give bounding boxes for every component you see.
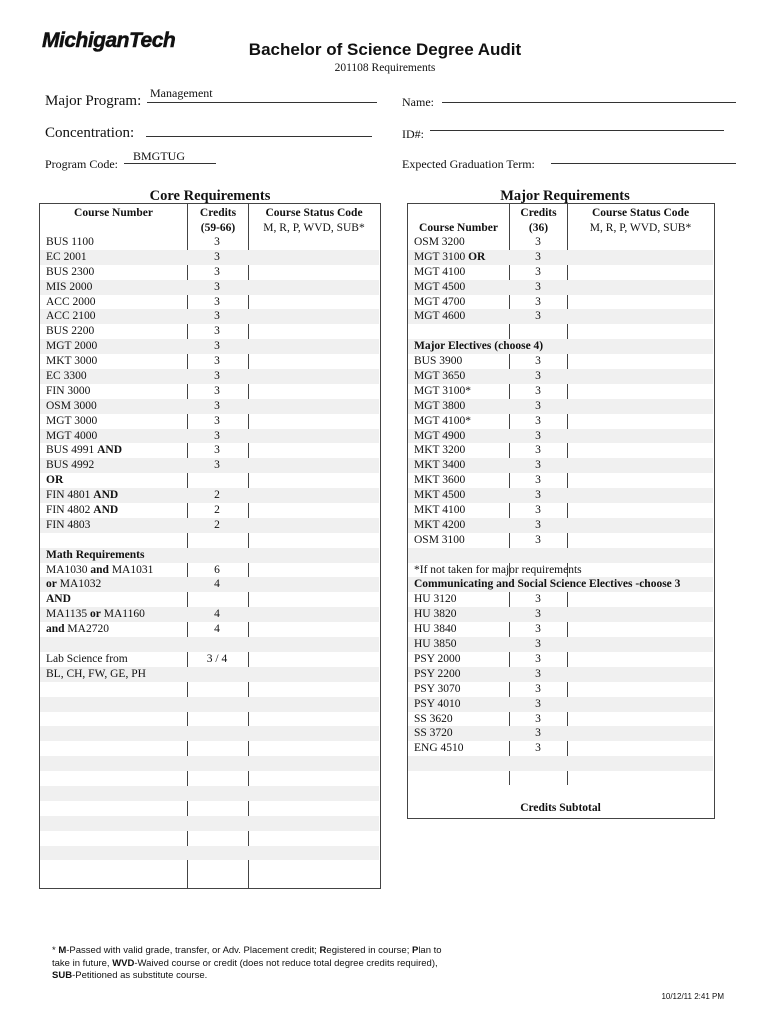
table-row [408,339,713,354]
course-number: EC 2001 [46,250,87,263]
course-number: HU 3840 [414,623,457,636]
course-number: OR [46,474,64,487]
major-col-course: Course Number [419,222,498,234]
course-number: SS 3620 [414,712,453,725]
credits-subtotal-label: Credits Subtotal [520,802,601,814]
table-row [408,548,713,563]
major-col-credits-sub: (36) [528,222,549,234]
table-row [408,771,713,786]
program-code-field[interactable] [124,163,216,164]
credits-value: 2 [214,504,220,517]
course-number: MGT 3100 OR [414,250,486,263]
table-row [408,443,713,458]
page-title: Bachelor of Science Degree Audit [248,40,522,59]
table-row [408,324,713,339]
course-number: MGT 4700 [414,295,466,308]
table-row [408,592,713,607]
name-label: Name: [402,95,434,109]
credits-value: 3 [535,444,541,457]
table-row [40,667,379,682]
credits-value: 3 [214,414,220,427]
core-col-status: Course Status Code [265,207,363,219]
course-number: BUS 2300 [46,265,95,278]
table-row [40,712,379,727]
table-row [408,637,713,652]
credits-value: 3 [214,429,220,442]
major-program-label: Major Program: [45,93,142,109]
course-number: MA1135 or MA1160 [46,608,145,621]
credits-value: 3 [214,250,220,263]
table-row [40,339,379,354]
table-row [40,324,379,339]
credits-value: 3 [535,414,541,427]
credits-value: 3 [535,489,541,502]
table-row [40,518,379,533]
credits-value: 3 [535,638,541,651]
print-timestamp: 10/12/11 2:41 PM [661,992,724,1001]
credits-value: 3 [535,250,541,263]
course-number: ENG 4510 [414,742,464,755]
course-number: MKT 4200 [414,518,466,531]
table-row [40,816,379,831]
course-number: BL, CH, FW, GE, PH [46,667,146,680]
credits-value: 3 [535,474,541,487]
course-number: PSY 4010 [414,697,461,710]
course-number: MIS 2000 [46,280,93,293]
credits-value: 3 [535,280,541,293]
course-number: MGT 2000 [46,340,98,353]
program-code-label: Program Code: [45,157,118,171]
credits-value: 3 [535,608,541,621]
credits-value: 3 [214,444,220,457]
table-row [40,399,379,414]
table-row [40,622,379,637]
credits-value: 3 [214,325,220,338]
table-row [40,280,379,295]
course-number: PSY 2200 [414,667,461,680]
status-code-footnote: * M-Passed with valid grade, transfer, or Adv. Placement credit; Registered in course; Plan to take in future, WVD-Waived course or credit (does not reduce total degree credits required), SUB-Petitioned as substitute course. [52,945,442,981]
core-col-credits: Credits [199,207,237,219]
credits-value: 3 [535,236,541,248]
major-rows [408,235,713,786]
table-row [40,756,379,771]
credits-value: 3 [535,652,541,665]
credits-value: 3 [535,310,541,323]
table-row [40,592,379,607]
credits-value: 3 [535,727,541,740]
table-row [40,369,379,384]
course-number: OSM 3200 [414,236,465,248]
table-row [40,473,379,488]
credits-value: 3 [535,370,541,383]
course-number: MGT 4600 [414,310,466,323]
table-row [408,503,713,518]
course-number: EC 3300 [46,370,87,383]
table-row [40,503,379,518]
credits-value: 3 [535,459,541,472]
table-row [408,712,713,727]
table-row [408,667,713,682]
major-requirements-title: Major Requirements [500,188,630,204]
credits-value: 3 [535,697,541,710]
core-col-course: Course Number [74,207,153,219]
table-row [408,518,713,533]
table-row [408,473,713,488]
table-row [40,741,379,756]
course-number: ACC 2100 [46,310,96,323]
credits-value: 4 [214,578,220,591]
michigan-tech-logo: MichiganTech [42,29,176,52]
course-number: PSY 2000 [414,652,461,665]
table-row [40,801,379,816]
course-number: MGT 4100* [414,414,471,427]
course-number: or MA1032 [46,578,102,591]
table-row [408,309,713,324]
table-row [40,443,379,458]
table-row [408,235,713,250]
page-subtitle: 201108 Requirements [334,62,436,74]
table-row [40,577,379,592]
credits-value: 3 [535,429,541,442]
course-number: MKT 4500 [414,489,466,502]
id-label: ID#: [402,127,424,141]
table-row [408,414,713,429]
table-row [40,414,379,429]
credits-value: 3 [214,459,220,472]
credits-value: 3 [214,236,220,248]
course-number: FIN 4803 [46,518,91,531]
core-rows [40,235,379,875]
credits-value: 2 [214,518,220,531]
course-number: MGT 3800 [414,399,466,412]
course-number: ACC 2000 [46,295,96,308]
credits-value: 3 [535,295,541,308]
table-row [408,429,713,444]
credits-value: 3 [214,310,220,323]
table-row [408,488,713,503]
course-number: AND [46,593,71,606]
course-number: MKT 3200 [414,444,466,457]
table-row [408,682,713,697]
course-number: BUS 1100 [46,236,94,248]
credits-value: 2 [214,489,220,502]
table-row [40,771,379,786]
table-row [408,607,713,622]
course-number: MGT 3000 [46,414,98,427]
table-row [408,756,713,771]
grad-term-field[interactable] [551,163,736,164]
course-number: MKT 3000 [46,355,98,368]
program-code-value: BMGTUG [133,149,186,163]
course-number: MGT 4100 [414,265,466,278]
course-number: MGT 4500 [414,280,466,293]
table-row [408,622,713,637]
table-row [40,488,379,503]
concentration-label: Concentration: [45,125,135,141]
table-row [40,860,379,875]
credits-value: 3 [535,265,541,278]
credits-value: 3 [535,384,541,397]
table-row [40,682,379,697]
table-row [408,741,713,756]
table-row [40,458,379,473]
course-number: MKT 3600 [414,474,466,487]
course-number: Communicating and Social Science Electives -choose 3 [414,578,681,591]
table-row [40,846,379,861]
course-number: MKT 4100 [414,504,466,517]
course-number: FIN 3000 [46,384,91,397]
credits-value: 3 [535,593,541,606]
major-col-status-sub: M, R, P, WVD, SUB* [589,222,692,234]
table-row [40,637,379,652]
core-requirements-title: Core Requirements [149,188,271,204]
credits-value: 3 [214,295,220,308]
credits-value: 6 [214,563,220,576]
table-row [408,354,713,369]
credits-value: 3 [214,399,220,412]
credits-value: 3 / 4 [206,652,228,665]
table-row [408,384,713,399]
table-row [408,399,713,414]
table-row [40,726,379,741]
table-row [408,458,713,473]
table-row [40,652,379,667]
table-row [40,831,379,846]
table-row [408,652,713,667]
core-col-status-sub: M, R, P, WVD, SUB* [263,222,365,234]
core-col-credits-sub: (59-66) [200,222,236,234]
major-program-field[interactable] [147,102,377,103]
credits-value: 3 [535,533,541,546]
course-number: MKT 3400 [414,459,466,472]
course-number: BUS 4991 AND [46,444,123,457]
course-number: MGT 3650 [414,370,466,383]
table-row [408,280,713,295]
table-row [408,295,713,310]
course-number: *If not taken for major requirements [414,563,582,576]
course-number: MGT 4000 [46,429,98,442]
table-row [40,563,379,578]
course-number: HU 3120 [414,593,457,606]
name-field[interactable] [442,102,736,103]
table-row [40,697,379,712]
credits-value: 3 [535,742,541,755]
credits-value: 3 [214,370,220,383]
course-number: PSY 3070 [414,682,461,695]
major-program-value: Management [150,86,213,100]
course-number: Math Requirements [46,548,145,561]
course-number: FIN 4802 AND [46,504,119,517]
credits-value: 3 [535,355,541,368]
grad-term-label: Expected Graduation Term: [402,157,535,171]
course-number: OSM 3000 [46,399,97,412]
course-number: HU 3820 [414,608,457,621]
course-number: MA1030 and MA1031 [46,563,154,576]
credits-value: 4 [214,623,220,636]
table-row [408,265,713,280]
credits-value: 3 [535,518,541,531]
course-number: and MA2720 [46,623,109,636]
table-row [40,265,379,280]
table-row [40,235,379,250]
table-row [40,786,379,801]
course-number: HU 3850 [414,638,457,651]
course-number: OSM 3100 [414,533,465,546]
course-number: MGT 3100* [414,384,471,397]
table-row [40,295,379,310]
credits-value: 3 [535,682,541,695]
course-number: MGT 4900 [414,429,466,442]
id-field[interactable] [430,130,724,131]
course-number: BUS 3900 [414,355,463,368]
course-number: Major Electives (choose 4) [414,340,544,353]
course-number: Lab Science from [46,652,128,665]
credits-value: 3 [214,280,220,293]
table-row [40,384,379,399]
credits-value: 3 [535,667,541,680]
course-number: SS 3720 [414,727,453,740]
credits-value: 3 [214,355,220,368]
table-row [408,726,713,741]
course-number: BUS 2200 [46,325,95,338]
credits-value: 3 [535,399,541,412]
credits-value: 3 [214,340,220,353]
table-row [408,369,713,384]
table-row [40,354,379,369]
major-col-credits: Credits [520,207,557,219]
table-row [40,548,379,563]
course-number: FIN 4801 AND [46,489,119,502]
credits-value: 3 [535,504,541,517]
table-row [40,429,379,444]
table-row [40,533,379,548]
credits-value: 3 [535,623,541,636]
major-col-status: Course Status Code [591,207,690,219]
table-row [408,577,713,592]
credits-value: 3 [214,265,220,278]
credits-value: 4 [214,608,220,621]
course-number: BUS 4992 [46,459,95,472]
credits-value: 3 [214,384,220,397]
table-row [40,309,379,324]
table-row [408,533,713,548]
table-row [40,250,379,265]
table-row [40,607,379,622]
table-row [408,563,713,578]
table-row [408,250,713,265]
credits-value: 3 [535,712,541,725]
table-row [408,697,713,712]
concentration-field[interactable] [146,136,372,137]
